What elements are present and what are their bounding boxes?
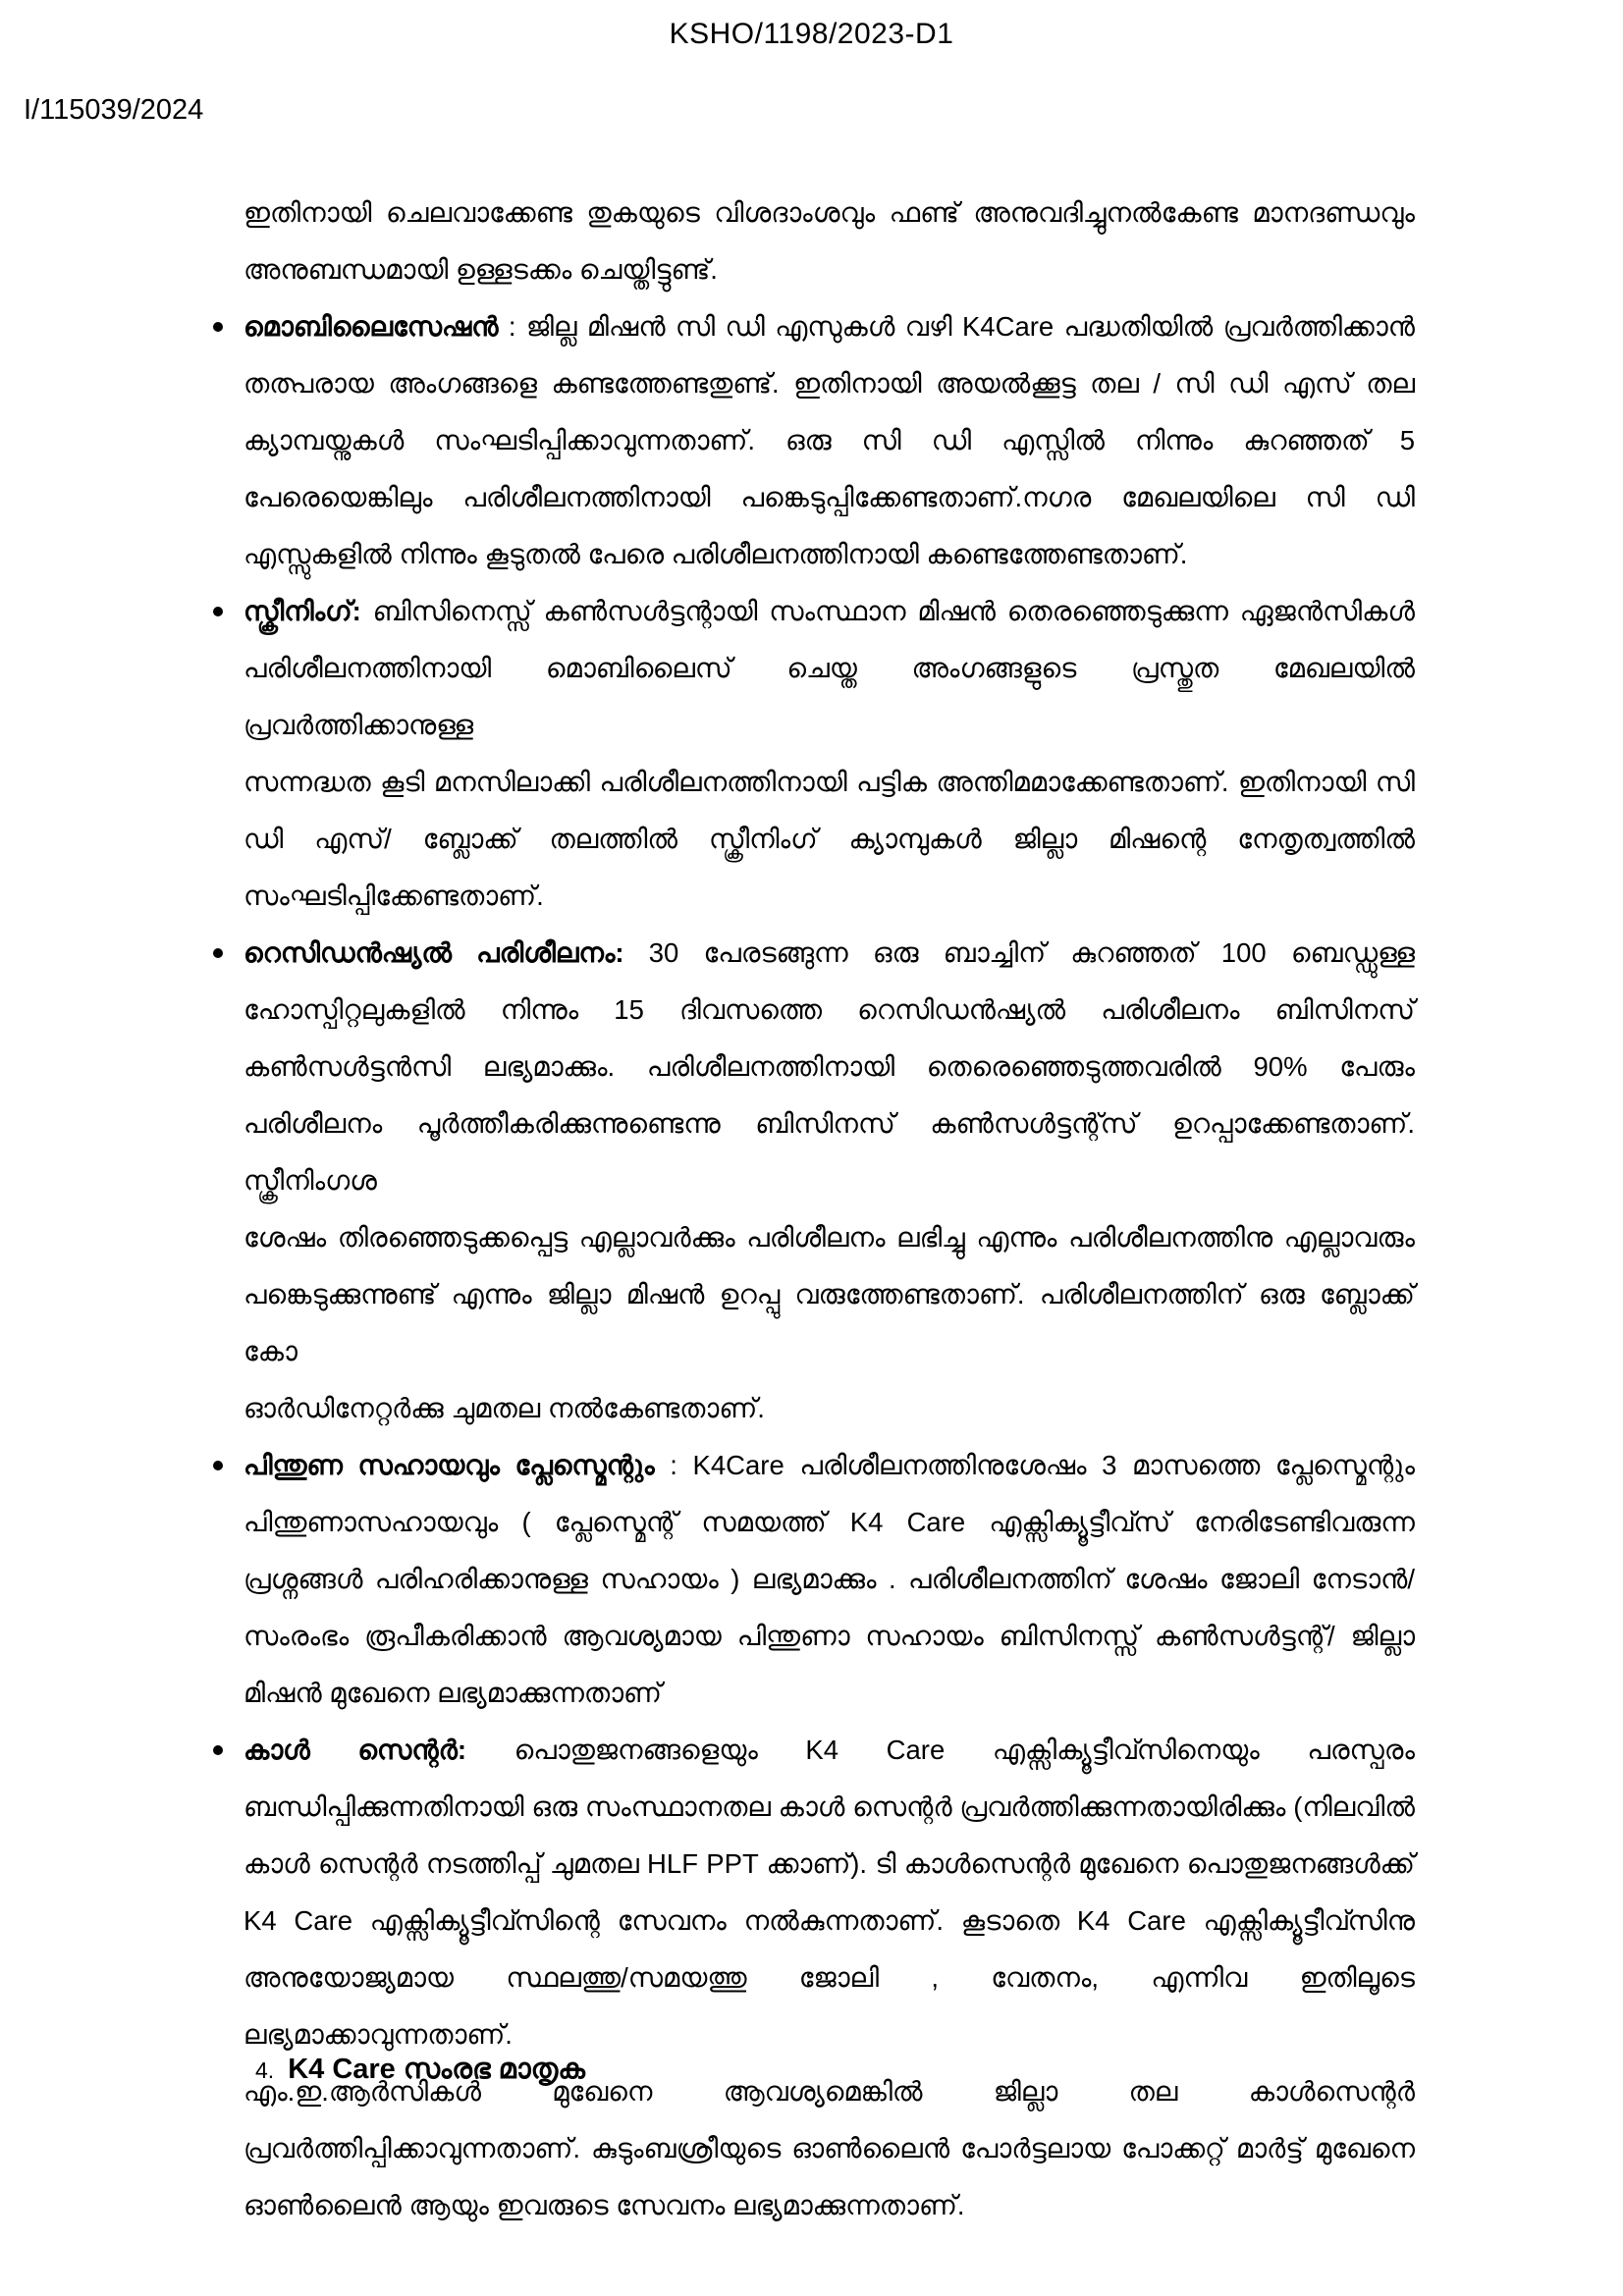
text-line: സന്നദ്ധത കൂടി മനസിലാക്കി പരിശീലനത്തിനായി പട്ടിക അന്തിമമാക്കേണ്ടതാണ്. ഇതിനായി സി (243, 767, 1415, 797)
bullet-term: കാൾ സെന്റർ: (243, 1735, 466, 1765)
bullet-item (243, 583, 1415, 925)
text-line: പിന്തുണാസഹായവും ( പ്ലേസ്മെന്റ് സമയത്ത് K4 Care എക്സിക്യൂട്ടീവ്സ് നേരിടേണ്ടിവരുന്ന (243, 1507, 1415, 1537)
text-line: പങ്കെടുക്കുന്നുണ്ട് എന്നും ജില്ലാ മിഷൻ ഉറപ്പു വരുത്തേണ്ടതാണ്. പരിശീലനത്തിന് ഒരു ബ്ലോക്ക് കോ (243, 1279, 1415, 1366)
text-line: സംരംഭം രൂപീകരിക്കാൻ ആവശ്യമായ പിന്തുണാ സഹായം ബിസിനസ്സ് കൺസൾട്ടന്റ്/ ജില്ലാ (243, 1621, 1415, 1651)
bullet-list (243, 298, 1415, 2234)
intro-paragraph (243, 185, 1415, 298)
bullet-term: മൊബിലൈസേഷൻ (243, 311, 499, 342)
document-number: KSHO/1198/2023-D1 (669, 18, 954, 50)
text-line: മിഷൻ മുഖേനെ ലഭ്യമാക്കുന്നതാണ് (243, 1678, 662, 1708)
text-line: ബന്ധിപ്പിക്കുന്നതിനായി ഒരു സംസ്ഥാനതല കാൾ സെന്റർ പ്രവർത്തിക്കുന്നതായിരിക്കും (നിലവിൽ (243, 1791, 1415, 1822)
text-line: പേരെയെങ്കിലും പരിശീലനത്തിനായി പങ്കെടുപ്പിക്കേണ്ടതാണ്.നഗര മേഖലയിലെ സി ഡി (243, 482, 1415, 512)
document-body (243, 185, 1415, 2234)
text-line: എം.ഇ.ആർസികൾ മുഖേനെ ആവശ്യമെങ്കിൽ ജില്ലാ തല കാൾസെന്റർ (243, 2076, 1415, 2107)
text-line: റെസിഡൻഷ്യൽ പരിശീലനം: 30 പേരടങ്ങുന്ന ഒരു ബാച്ചിന് കുറഞ്ഞത് 100 ബെഡ്ഡുള്ള (243, 937, 1415, 968)
bullet-icon (213, 1461, 223, 1470)
text-line: ഇതിനായി ചെലവാക്കേണ്ട തുകയുടെ വിശദാംശവും ഫണ്ട് അനുവദിച്ചുനൽകേണ്ട മാനദണ്ഡവും (243, 197, 1415, 228)
section-heading (255, 2054, 585, 2086)
text-line: K4 Care എക്സിക്യൂട്ടീവ്സിന്റെ സേവനം നൽകുന്നതാണ്. കൂടാതെ K4 Care എക്സിക്യൂട്ടീവ്സിനു (243, 1905, 1415, 1936)
bullet-item (243, 925, 1415, 1437)
text-line: കൺസൾട്ടൻസി ലഭ്യമാക്കും. പരിശീലനത്തിനായി തെരെഞ്ഞെടുത്തവരിൽ 90% പേരും (243, 1051, 1415, 1082)
bullet-term: റെസിഡൻഷ്യൽ പരിശീലനം: (243, 937, 624, 968)
text-line: പ്രവർത്തിപ്പിക്കാവുന്നതാണ്. കുടുംബശ്രീയുടെ ഓൺലൈൻ പോർട്ടലായ പോക്കറ്റ് മാർട്ട് മുഖേനെ (243, 2133, 1415, 2163)
text-line: ക്യാമ്പയ്നുകൾ സംഘടിപ്പിക്കാവുന്നതാണ്. ഒരു സി ഡി എസ്സിൽ നിന്നും കുറഞ്ഞത് 5 (243, 425, 1415, 455)
text-line: അനുയോജ്യമായ സ്ഥലത്തു/സമയത്തു ജോലി , വേതനം, എന്നിവ ഇതിലൂടെ ലഭ്യമാക്കാവുന്നതാണ്. (243, 1962, 1415, 2050)
text-line: കാൾ സെന്റർ നടത്തിപ്പ് ചുമതല HLF PPT ക്കാണ്). ടി കാൾസെന്റർ മുഖേനെ പൊതുജനങ്ങൾക്ക് (243, 1848, 1415, 1879)
file-number: I/115039/2024 (24, 94, 204, 126)
text-line: ഓർഡിനേറ്റർക്കു ചുമതല നൽകേണ്ടതാണ്. (243, 1393, 765, 1423)
text-line: ശേഷം തിരഞ്ഞെടുക്കപ്പെട്ട എല്ലാവർക്കും പരിശീലനം ലഭിച്ചു എന്നും പരിശീലനത്തിനു എല്ലാവരും (243, 1222, 1415, 1253)
text-line: സ്ക്രീനിംഗ്: ബിസിനെസ്സ് കൺസൾട്ടന്റായി സംസ്ഥാന മിഷൻ തെരഞ്ഞെടുക്കുന്ന ഏജൻസികൾ (243, 596, 1415, 626)
bullet-item (243, 1722, 1415, 2234)
bullet-icon (213, 948, 223, 958)
bullet-item (243, 298, 1415, 583)
text-line: തത്പരായ അംഗങ്ങളെ കണ്ടത്തേണ്ടതുണ്ട്. ഇതിനായി അയൽക്കൂട്ട തല / സി ഡി എസ് തല (243, 368, 1415, 399)
bullet-item (243, 1437, 1415, 1722)
text-line: ഓൺലൈൻ ആയും ഇവരുടെ സേവനം ലഭ്യമാക്കുന്നതാണ്. (243, 2190, 965, 2220)
text-line: മൊബിലൈസേഷൻ : ജില്ല മിഷൻ സി ഡി എസുകൾ വഴി K4Care പദ്ധതിയിൽ പ്രവർത്തിക്കാൻ (243, 311, 1415, 342)
section-number: 4. (255, 2057, 275, 2083)
text-line: പ്രശ്നങ്ങൾ പരിഹരിക്കാനുള്ള സഹായം ) ലഭ്യമാക്കും . പരിശീലനത്തിന് ശേഷം ജോലി നേടാൻ/ (243, 1564, 1415, 1594)
bullet-icon (213, 322, 223, 332)
section-title: K4 Care സംരഭ മാതൃക (288, 2054, 585, 2085)
bullet-icon (213, 607, 223, 616)
text-line: കാൾ സെന്റർ: പൊതുജനങ്ങളെയും K4 Care എക്സിക്യൂട്ടീവ്സിനെയും പരസ്പരം (243, 1735, 1415, 1765)
bullet-term: സ്ക്രീനിംഗ്: (243, 596, 361, 626)
text-line: അനുബന്ധമായി ഉള്ളടക്കം ചെയ്തിട്ടുണ്ട്. (243, 254, 718, 285)
text-line: ഡി എസ്/ ബ്ലോക്ക് തലത്തിൽ സ്ക്രീനിംഗ് ക്യാമ്പുകൾ ജില്ലാ മിഷന്റെ നേതൃത്വത്തിൽ (243, 824, 1415, 854)
text-line: പിന്തുണ സഹായവും പ്ലേസ്മെന്റും : K4Care പരിശീലനത്തിനുശേഷം 3 മാസത്തെ പ്ലേസ്മെന്റും (243, 1450, 1415, 1480)
text-line: സംഘടിപ്പിക്കേണ്ടതാണ്. (243, 881, 544, 911)
bullet-icon (213, 1745, 223, 1755)
text-line: പരിശീലനത്തിനായി മൊബിലൈസ് ചെയ്ത അംഗങ്ങളുടെ പ്രസ്തുത മേഖലയിൽ പ്രവർത്തിക്കാനുള്ള (243, 653, 1415, 740)
text-line: ഹോസ്പിറ്റലുകളിൽ നിന്നും 15 ദിവസത്തെ റെസിഡൻഷ്യൽ പരിശീലനം ബിസിനസ് (243, 994, 1415, 1025)
text-line: പരിശീലനം പൂർത്തീകരിക്കുന്നുണ്ടെന്നു ബിസിനസ് കൺസൾട്ടന്റ്സ് ഉറപ്പാക്കേണ്ടതാണ്. സ്ക്രീനിംഗശ (243, 1108, 1415, 1196)
text-line: എസ്സുകളിൽ നിന്നും കൂടുതൽ പേരെ പരിശീലനത്തിനായി കണ്ടെത്തേണ്ടതാണ്. (243, 539, 1188, 569)
bullet-term: പിന്തുണ സഹായവും പ്ലേസ്മെന്റും (243, 1450, 655, 1480)
